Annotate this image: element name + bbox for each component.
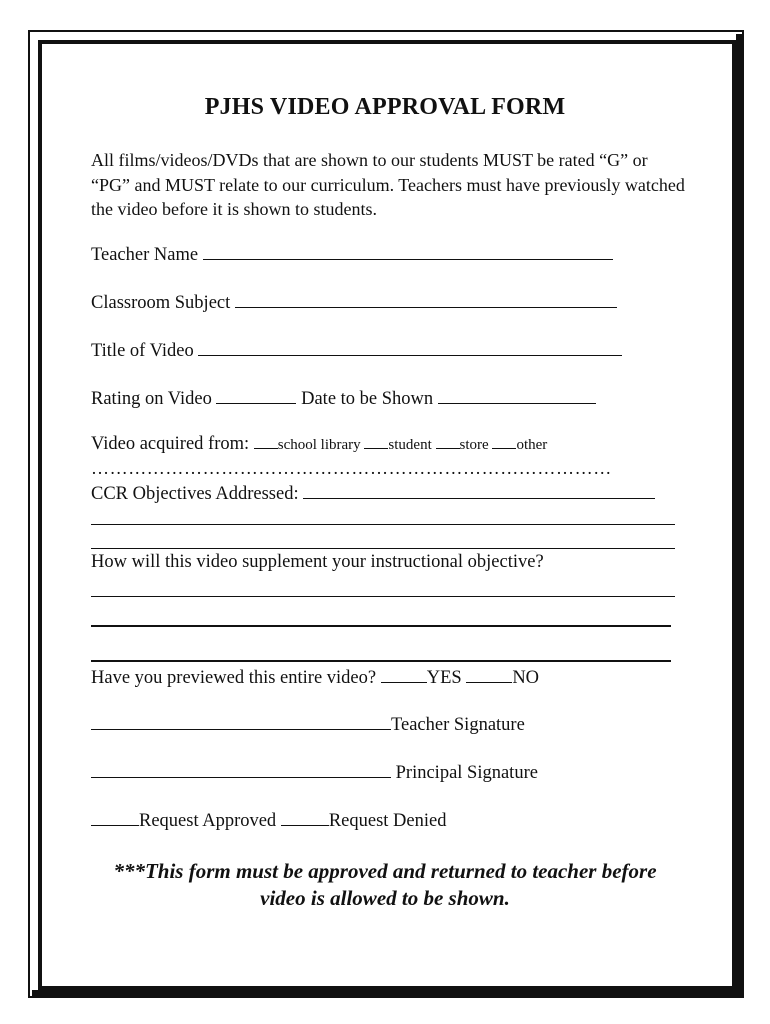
no-label: NO [512, 668, 540, 688]
supplement-line-1[interactable] [91, 596, 675, 597]
decision-row [91, 809, 446, 832]
footer-line-1: ***This form must be approved and returned to teacher before [113, 859, 657, 883]
teacher-name-row [91, 243, 613, 266]
student-check[interactable] [364, 436, 388, 449]
supplement-line-3[interactable] [91, 660, 671, 662]
no-field[interactable] [466, 666, 512, 683]
footer-notice [0, 858, 770, 912]
school-library-check[interactable] [254, 436, 278, 449]
classroom-subject-row [91, 291, 617, 314]
form-title: PJHS VIDEO APPROVAL FORM [204, 94, 566, 120]
option-store: store [459, 437, 489, 453]
option-other: other [516, 437, 548, 453]
approved-label: Request Approved [139, 811, 277, 831]
classroom-subject-field[interactable] [235, 291, 617, 308]
yes-label: YES [426, 668, 462, 688]
principal-signature-field[interactable] [91, 761, 391, 778]
frame-shadow-bottom [32, 990, 744, 998]
ccr-field[interactable] [303, 482, 655, 499]
previewed-row [91, 666, 539, 689]
denied-field[interactable] [281, 809, 329, 826]
yes-field[interactable] [381, 666, 427, 683]
teacher-signature-row [91, 713, 525, 736]
principal-signature-label: Principal Signature [395, 763, 538, 783]
ccr-line-2[interactable] [91, 524, 675, 525]
previewed-question: Have you previewed this entire video? [91, 668, 377, 688]
video-title-row [91, 339, 622, 362]
store-check[interactable] [436, 436, 460, 449]
rating-field[interactable] [216, 387, 296, 404]
approved-field[interactable] [91, 809, 139, 826]
video-title-field[interactable] [198, 339, 622, 356]
teacher-name-label: Teacher Name [91, 245, 199, 265]
teacher-name-field[interactable] [203, 243, 613, 260]
ccr-line-3[interactable] [91, 548, 675, 549]
form-intro: All films/videos/DVDs that are shown to our students MUST be rated “G” or “PG” and MUST relate to our curriculum. Teachers must have previously watched the video before it is shown to students. [91, 150, 685, 219]
option-student: student [388, 437, 432, 453]
principal-signature-row [91, 761, 538, 784]
supplement-question: How will this video supplement your instructional objective? [91, 552, 544, 572]
option-school-library: school library [277, 437, 361, 453]
acquired-row [91, 434, 547, 455]
rating-date-row [91, 387, 596, 410]
teacher-signature-label: Teacher Signature [391, 715, 525, 735]
classroom-subject-label: Classroom Subject [91, 293, 231, 313]
teacher-signature-field[interactable] [91, 713, 391, 730]
video-title-label: Title of Video [91, 341, 194, 361]
ccr-label: CCR Objectives Addressed: [91, 484, 299, 504]
supplement-line-2[interactable] [91, 625, 671, 627]
date-label: Date to be Shown [301, 389, 434, 409]
ccr-row [91, 482, 655, 505]
frame-shadow-right [736, 34, 744, 998]
footer-line-2: video is allowed to be shown. [260, 886, 510, 910]
rating-label: Rating on Video [91, 389, 212, 409]
acquired-label: Video acquired from: [91, 434, 250, 454]
date-field[interactable] [438, 387, 596, 404]
denied-label: Request Denied [328, 811, 447, 831]
other-check[interactable] [492, 436, 516, 449]
dotted-separator: ………………………………………………………………………… [91, 458, 612, 478]
